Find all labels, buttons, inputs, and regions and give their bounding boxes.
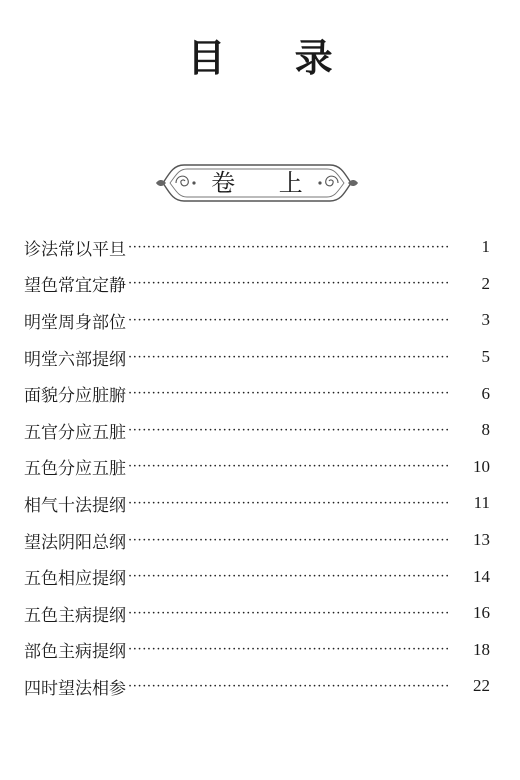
dot-leader: [128, 240, 448, 255]
toc-entry[interactable]: [24, 449, 490, 486]
dot-leader: [128, 350, 448, 365]
toc-entry-title: 面貌分应脏腑: [24, 386, 126, 407]
dot-leader: [128, 642, 448, 657]
dot-leader: [128, 569, 448, 584]
toc-entry[interactable]: [24, 595, 490, 632]
dot-leader: [128, 459, 448, 474]
toc-entry-page: 18: [473, 639, 490, 659]
toc-entry[interactable]: [24, 632, 490, 669]
toc-entry-title: 五色相应提纲: [24, 569, 126, 590]
toc-entry-title: 望色常宜定静: [24, 276, 126, 297]
toc-entry-page: 1: [481, 237, 490, 257]
toc-entry-title: 明堂周身部位: [24, 312, 126, 333]
toc-entry[interactable]: [24, 302, 490, 339]
toc-entry[interactable]: [24, 412, 490, 449]
dot-leader: [128, 313, 448, 328]
volume-title: 卷 上: [211, 169, 321, 197]
toc-entry[interactable]: [24, 266, 490, 303]
table-of-contents: [24, 229, 490, 705]
toc-entry-page: 11: [473, 493, 490, 513]
toc-entry[interactable]: [24, 522, 490, 559]
toc-entry-page: 16: [473, 603, 490, 623]
toc-entry-title: 相气十法提纲: [24, 495, 126, 516]
toc-entry-page: 3: [481, 310, 490, 330]
toc-entry-page: 13: [473, 530, 490, 550]
toc-entry-title: 五色主病提纲: [24, 605, 126, 626]
toc-entry-page: 6: [481, 383, 490, 403]
page-title: 目 录: [187, 36, 361, 80]
toc-entry[interactable]: [24, 229, 490, 266]
dot-leader: [128, 606, 448, 621]
toc-entry[interactable]: [24, 668, 490, 705]
toc-entry-title: 明堂六部提纲: [24, 349, 126, 370]
dot-leader: [128, 386, 448, 401]
dot-leader: [128, 679, 448, 694]
toc-entry-page: 10: [473, 456, 490, 476]
toc-entry-page: 5: [481, 347, 490, 367]
toc-entry-title: 诊法常以平旦: [24, 239, 126, 260]
toc-entry[interactable]: [24, 375, 490, 412]
toc-entry[interactable]: [24, 485, 490, 522]
toc-entry-page: 8: [481, 420, 490, 440]
toc-entry[interactable]: [24, 558, 490, 595]
toc-entry-page: 22: [473, 676, 490, 696]
toc-entry-page: 14: [473, 566, 490, 586]
toc-entry-title: 五官分应五脏: [24, 422, 126, 443]
dot-leader: [128, 496, 448, 511]
toc-entry-title: 五色分应五脏: [24, 459, 126, 480]
toc-entry-page: 2: [481, 273, 490, 293]
toc-entry-title: 望法阴阳总纲: [24, 532, 126, 553]
dot-leader: [128, 533, 448, 548]
toc-entry-title: 四时望法相参: [24, 678, 126, 699]
dot-leader: [128, 276, 448, 291]
toc-entry-title: 部色主病提纲: [24, 642, 126, 663]
toc-entry[interactable]: [24, 339, 490, 376]
dot-leader: [128, 423, 448, 438]
volume-banner: [154, 160, 360, 206]
